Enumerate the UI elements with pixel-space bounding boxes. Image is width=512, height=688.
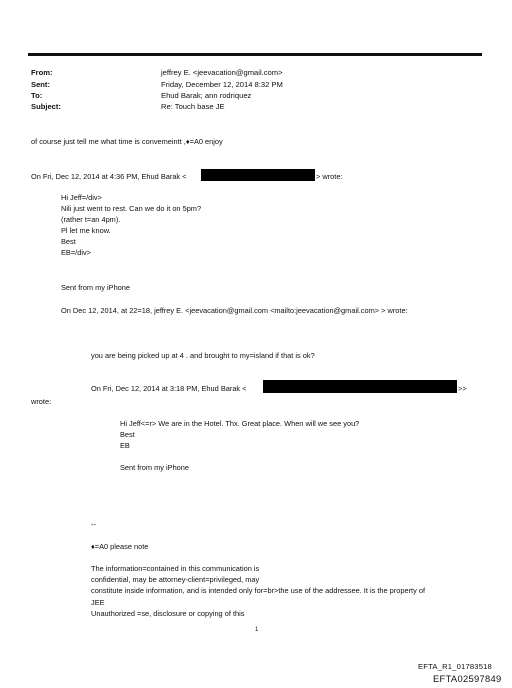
disclaimer-line: Unauthorized =se, disclosure or copying of this (91, 609, 245, 618)
quote3-intro-end: >> (458, 384, 467, 393)
from-label: From: (31, 68, 53, 77)
quote1-line: Nili just went to rest. Can we do it on 5pm? (61, 204, 202, 213)
sent-from-iphone: Sent from my iPhone (61, 283, 131, 292)
quote1-intro-end: > wrote: (316, 172, 343, 181)
disclaimer-line: constitute inside information, and is intended only for=br>the use of the addressee. It is the property of (91, 586, 426, 595)
please-note: ♦=A0 please note (91, 542, 149, 551)
header-rule (28, 53, 482, 56)
sent-value: Friday, December 12, 2014 8:32 PM (161, 80, 283, 89)
quote3-intro: On Fri, Dec 12, 2014 at 3:18 PM, Ehud Barak < (91, 384, 247, 393)
to-label: To: (31, 91, 43, 100)
quote2-intro: On Dec 12, 2014, at 22=18, jeffrey E. <jeevacation@gmail.com <mailto:jeevacation@gmail.com> > wrote: (61, 306, 408, 315)
quote1-line: Pl let me know. (61, 226, 111, 235)
disclaimer-line: The information=contained in this communication is (91, 564, 260, 573)
quote1-line: (rather t=an 4pm). (61, 215, 121, 224)
quote1-line: Best (61, 237, 76, 246)
quote1-intro: On Fri, Dec 12, 2014 at 4:36 PM, Ehud Barak < (31, 172, 187, 181)
quote1-line: Hi Jeff=/div> (61, 193, 102, 202)
disclaimer-line: JEE (91, 598, 105, 607)
subject-value: Re: Touch base JE (161, 102, 225, 111)
footer-id-2: EFTA02597849 (433, 673, 502, 684)
to-value: Ehud Barak; ann rodriquez (161, 91, 252, 100)
signature-dash: -- (91, 520, 96, 529)
sent-from-iphone: Sent from my iPhone (120, 463, 190, 472)
quote3-line: Best (120, 430, 135, 439)
footer-id-1: EFTA_R1_01783518 (418, 662, 492, 671)
page-number: 1 (255, 627, 259, 633)
reply-line: of course just tell me what time is convemeintt ,♦=A0 enjoy (31, 137, 223, 146)
quote2-text: you are being picked up at 4 . and brought to my=island if that is ok? (91, 351, 315, 360)
disclaimer-line: confidential, may be attorney-client=privileged, may (91, 575, 260, 584)
quote3-line: Hi Jeff<=r> We are in the Hotel. Thx. Great place. When will we see you? (120, 419, 360, 428)
sent-label: Sent: (31, 80, 50, 89)
from-value: jeffrey E. <jeevacation@gmail.com> (161, 68, 283, 77)
redaction-box (263, 380, 457, 393)
quote3-wrote: wrote: (31, 397, 52, 406)
quote3-line: EB (120, 441, 130, 450)
quote1-line: EB=/div> (61, 248, 91, 257)
redaction-box (201, 169, 315, 181)
subject-label: Subject: (31, 102, 61, 111)
